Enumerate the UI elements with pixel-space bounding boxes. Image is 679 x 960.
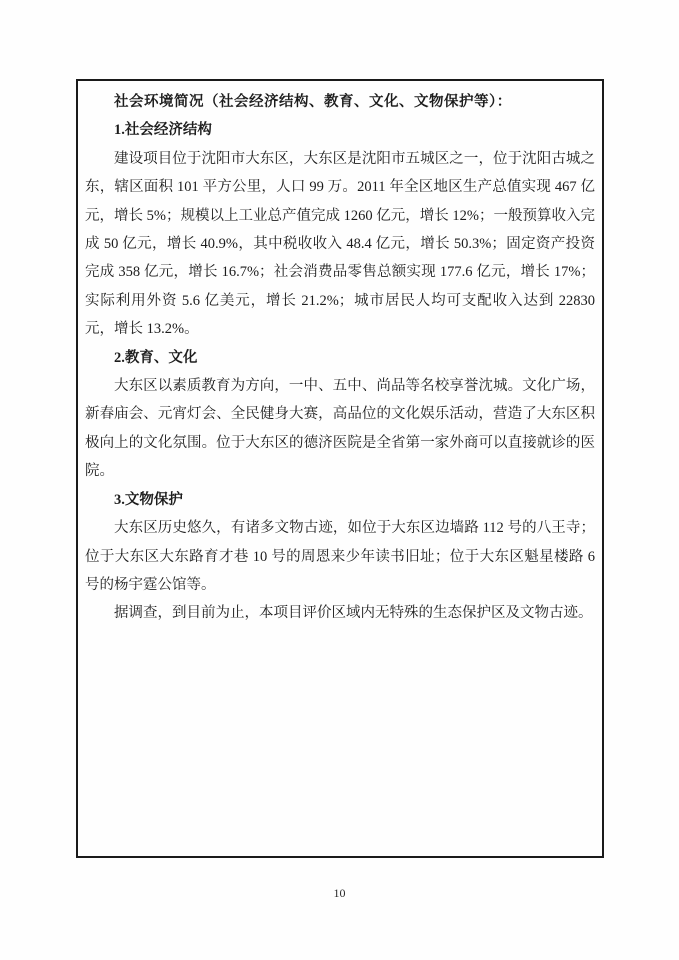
paragraph-education-culture: 大东区以素质教育为方向，一中、五中、尚品等名校享誉沈城。文化广场，新春庙会、元宵灯会、全民健身大赛，高品位的文化娱乐活动，营造了大东区积极向上的文化氛围。位于大东区的德济医院是全省第一家外商可以直接就诊的医院。 [85,378,595,480]
paragraph-cultural-relics-sites: 大东区历史悠久，有诸多文物古迹，如位于大东区边墙路 112 号的八王寺；位于大东区大东路育才巷 10 号的周恩来少年读书旧址；位于大东区魁星楼路 6 号的杨宇霆公馆等。 [85,520,595,593]
heading-education-culture: 2.教育、文化 [114,349,198,366]
content-cell [76,79,604,858]
heading-social-economic-structure: 1.社会经济结构 [114,122,212,139]
paragraph-social-economic-structure: 建设项目位于沈阳市大东区，大东区是沈阳市五城区之一，位于沈阳古城之东，辖区面积 101 平方公里，人口 99 万。2011 年全区地区生产总值实现 467 亿元，增长 5%；规模以上工业总产值完成 1260 亿元，增长 12%；一般预算收入完成 50 亿元，增长 40.9%，其中税收收入 48.4 亿元，增长 50.3%；固定资产投资完成 358 亿元，增长 16.7%；社会消费品零售总额实现 177.6 亿元，增长 17%；实际利用外资 5.6 亿美元，增长 21.2%；城市居民人均可支配收入达到 22830 元，增长 13.2%。 [85,150,595,338]
page-number: 10 [333,886,346,900]
section-title: 社会环境简况（社会经济结构、教育、文化、文物保护等）： [114,94,512,110]
paragraph-survey-conclusion: 据调查，到目前为止，本项目评价区域内无特殊的生态保护区及文物古迹。 [114,605,593,622]
heading-cultural-relics-protection: 3.文物保护 [114,491,183,508]
